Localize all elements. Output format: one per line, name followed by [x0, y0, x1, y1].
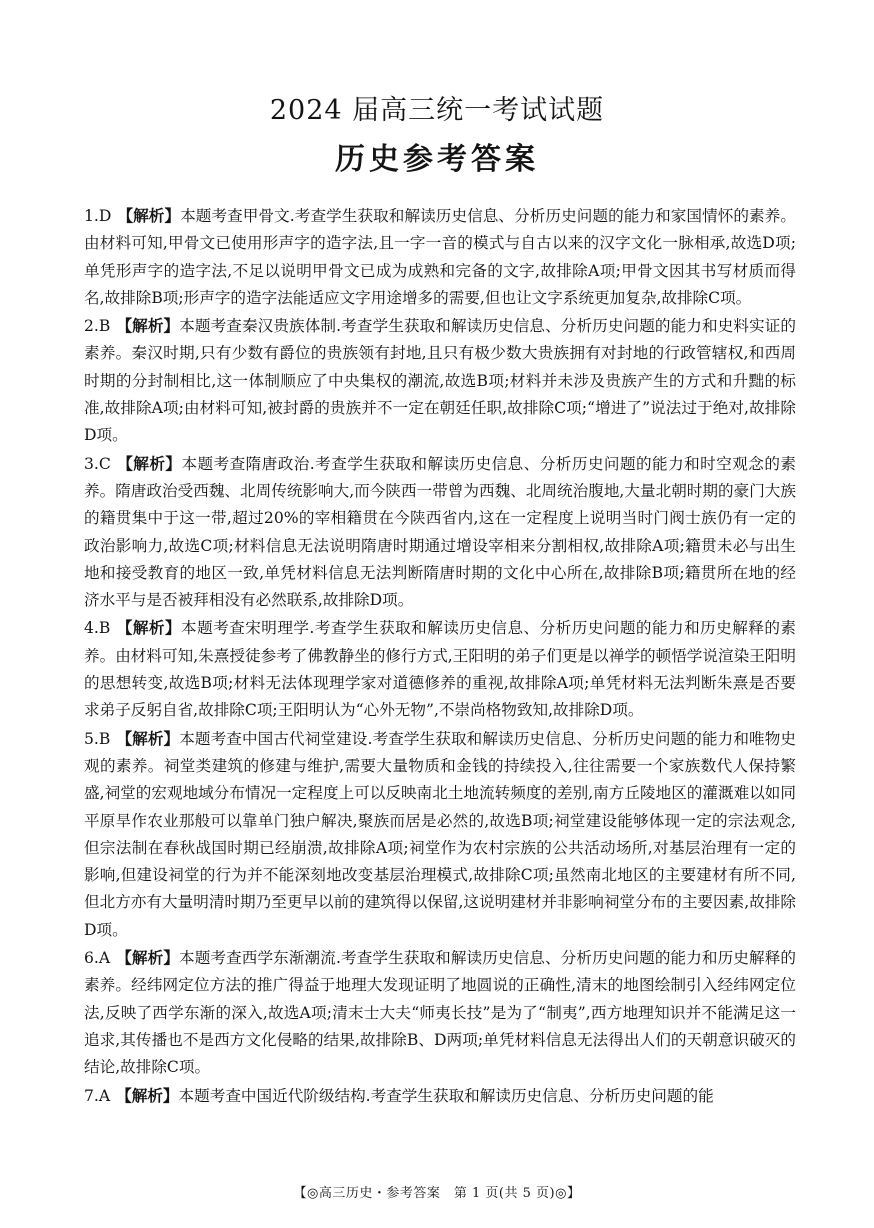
- answer-item-7: [84, 1082, 796, 1110]
- answer-key-title: 历史参考答案: [335, 142, 539, 177]
- analysis-tag: 【解析】: [116, 728, 180, 748]
- analysis-tag: 【解析】: [116, 1085, 179, 1105]
- answer-item-4: [84, 614, 796, 724]
- answer-number: 6.A: [84, 949, 111, 968]
- page-footer: 【◎高三历史・参考答案 第 1 页(共 5 页)◎】: [293, 1186, 581, 1201]
- answer-item-6: [84, 944, 796, 1081]
- answer-number: 4.B: [84, 619, 111, 638]
- answer-text: 本题考查中国近代阶级结构.考查学生获取和解读历史信息、分析历史问题的能: [178, 1086, 714, 1105]
- answer-number: 5.B: [84, 729, 111, 748]
- answer-number: 1.D: [84, 207, 112, 225]
- analysis-tag: 【解析】: [116, 948, 180, 968]
- answer-item-1: [84, 202, 796, 312]
- answer-body: [84, 202, 796, 1110]
- answer-number: 3.C: [84, 454, 111, 473]
- analysis-tag: 【解析】: [116, 453, 182, 473]
- exam-title: 2024 届高三统一考试试题: [269, 95, 605, 126]
- answer-text: 本题考查甲骨文.考查学生获取和解读历史信息、分析历史问题的能力和家国情怀的素养。由材料可知,甲骨文已使用形声字的造字法,且一字一音的模式与自古以来的汉字文化一脉相承,故选D项;单凭形声字的造字法,不足以说明甲骨文已成为成熟和完备的文字,故排除A项;甲骨文因其书写材质而得名,故排除B项;形声字的造字法能适应文字用途增多的需要,但也让文字系统更加复杂,故排除C项。: [84, 207, 796, 307]
- answer-text: 本题考查秦汉贵族体制.考查学生获取和解读历史信息、分析历史问题的能力和史料实证的素养。秦汉时期,只有少数有爵位的贵族领有封地,且只有极少数大贵族拥有对封地的行政管辖权,和西周时期的分封制相比,这一体制顺应了中央集权的潮流,故选B项;材料并未涉及贵族产生的方式和升黜的标准,故排除A项;由材料可知,被封爵的贵族并不一定在朝廷任职,故排除C项;“增进了”说法过于绝对,故排除D项。: [84, 317, 796, 445]
- answer-text: 本题考查宋明理学.考查学生获取和解读历史信息、分析历史问题的能力和历史解释的素养。由材料可知,朱熹授徒参考了佛教静坐的修行方式,王阳明的弟子们更是以禅学的顿悟学说渲染王阳明的思想转变,故选B项;材料无法体现理学家对道德修养的重视,故排除A项;单凭材料无法判断朱熹是否要求弟子反躬自省,故排除C项;王阳明认为“心外无物”,不崇尚格物致知,故排除D项。: [84, 619, 796, 720]
- answer-text: 本题考查隋唐政治.考查学生获取和解读历史信息、分析历史问题的能力和时空观念的素养。隋唐政治受西魏、北周传统影响大,而今陕西一带曾为西魏、北周统治腹地,大量北朝时期的豪门大族的籍贯集中于这一带,超过20%的宰相籍贯在今陕西省内,这在一定程度上说明当时门阀士族仍有一定的政治影响力,故选C项;材料信息无法说明隋唐时期通过增设宰相来分割相权,故排除A项;籍贯未必与出生地和接受教育的地区一致,单凭材料信息无法判断隋唐时期的文化中心所在,故排除B项;籍贯所在地的经济水平与是否被拜相没有必然联系,故排除D项。: [84, 454, 796, 610]
- analysis-tag: 【解析】: [116, 618, 182, 638]
- answer-text: 本题考查西学东渐潮流.考查学生获取和解读历史信息、分析历史问题的能力和历史解释的素养。经纬网定位方法的推广得益于地理大发现证明了地圆说的正确性,清末的地图绘制引入经纬网定位法,反映了西学东渐的深入,故选A项;清末士大夫“师夷长技”是为了“制夷”,西方地理知识并不能满足这一追求,其传播也不是西方文化侵略的结果,故排除B、D两项;单凭材料信息无法得出人们的天朝意识破灭的结论,故排除C项。: [84, 949, 796, 1077]
- analysis-tag: 【解析】: [116, 316, 180, 336]
- answer-item-5: [84, 725, 796, 944]
- analysis-tag: 【解析】: [117, 206, 181, 225]
- answer-item-3: [84, 450, 796, 615]
- answer-item-2: [84, 312, 796, 449]
- answer-number: 7.A: [84, 1086, 111, 1105]
- answer-text: 本题考查中国古代祠堂建设.考查学生获取和解读历史信息、分析历史问题的能力和唯物史观的素养。祠堂类建筑的修建与维护,需要大量物质和金钱的持续投入,往往需要一个家族数代人保持繁盛,祠堂的宏观地域分布情况一定程度上可以反映南北土地流转频度的差别,南方丘陵地区的灌溉难以如同平原旱作农业那般可以靠单门独户解决,聚族而居是必然的,故选B项;祠堂建设能够体现一定的宗法观念,但宗法制在春秋战国时期已经崩溃,故排除A项;祠堂作为农村宗族的公共活动场所,对基层治理有一定的影响,但建设祠堂的行为并不能深刻地改变基层治理模式,故排除C项;虽然南北地区的主要建材有所不同,但北方亦有大量明清时期乃至更早以前的建筑得以保留,这说明建材并非影响祠堂分布的主要因素,故排除D项。: [84, 729, 796, 939]
- answer-number: 2.B: [84, 317, 111, 336]
